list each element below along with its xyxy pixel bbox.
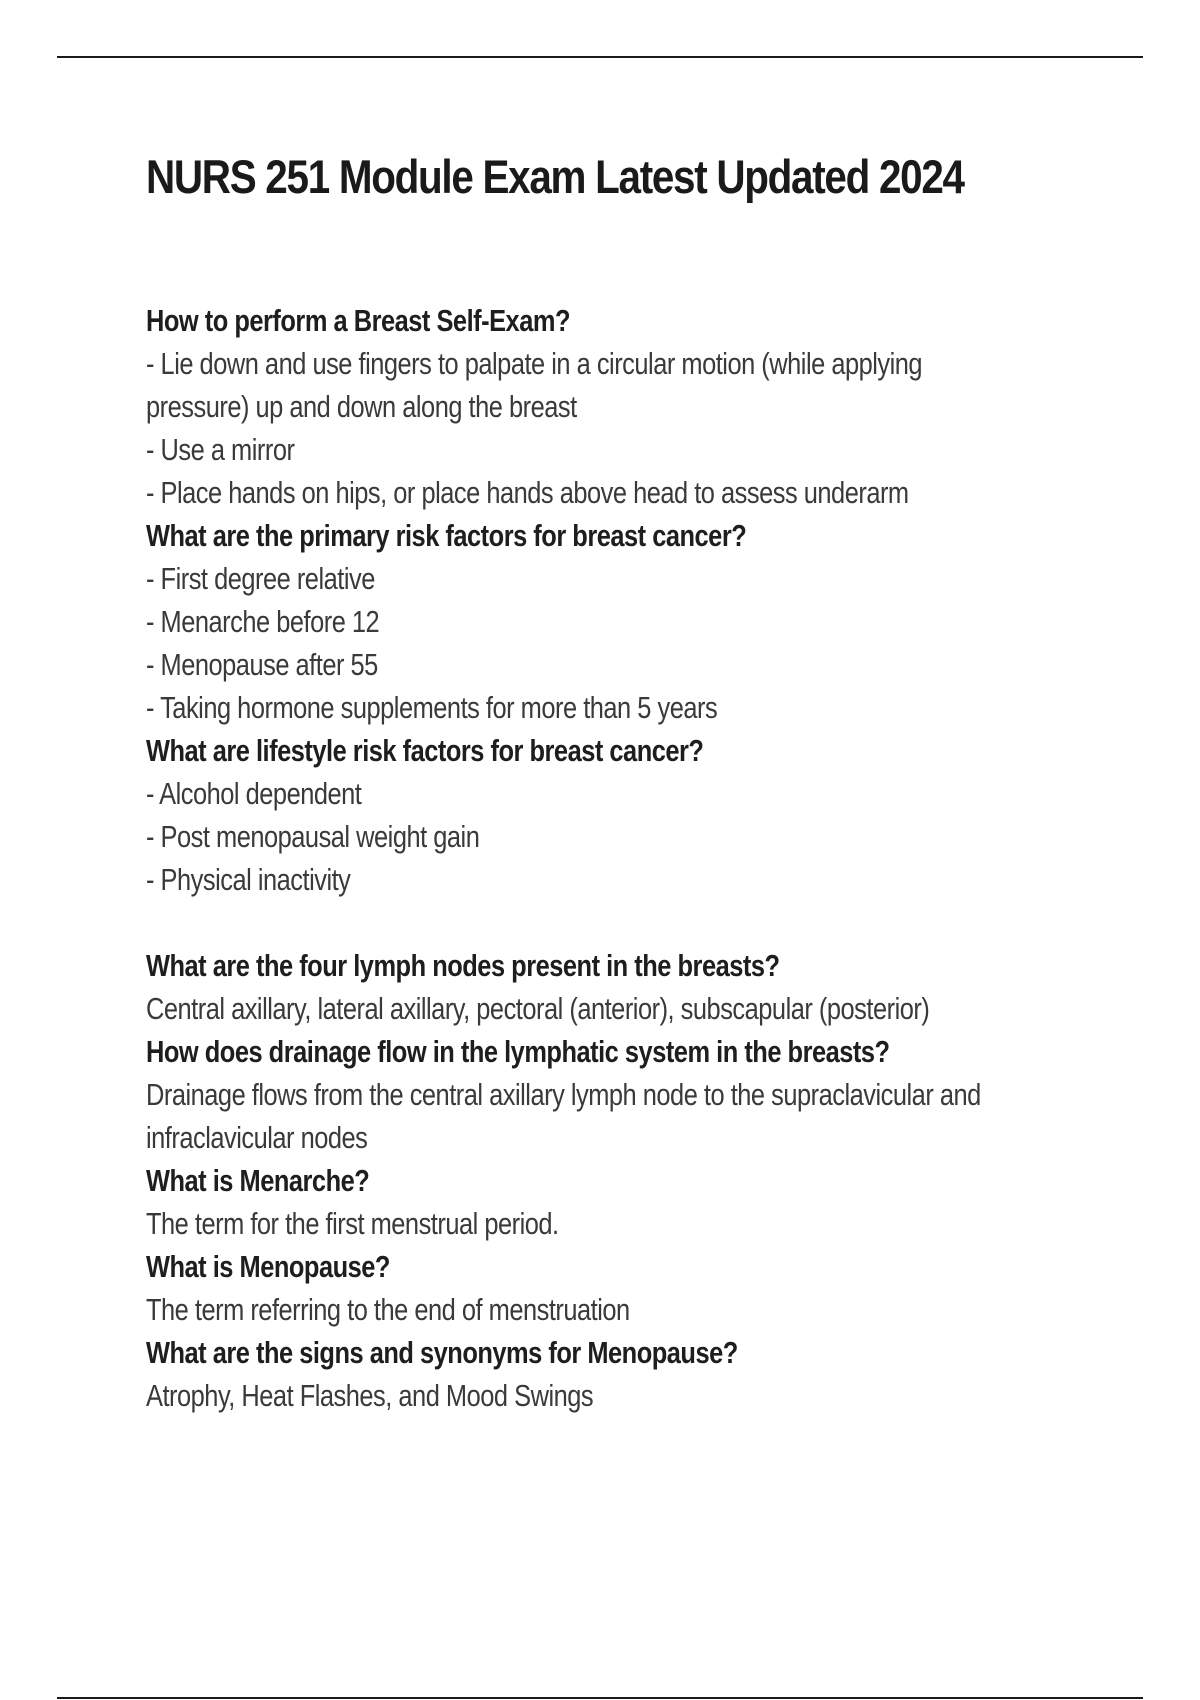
answer-line: Central axillary, lateral axillary, pectoral (anterior), subscapular (posterior) [146, 991, 930, 1026]
answer-line: - Taking hormone supplements for more than 5 years [146, 690, 718, 725]
question-heading: What are lifestyle risk factors for breast cancer? [146, 733, 704, 768]
page-title: NURS 251 Module Exam Latest Updated 2024 [146, 150, 964, 203]
question-heading: What are the primary risk factors for breast cancer? [146, 518, 747, 553]
answer-line: - Post menopausal weight gain [146, 819, 480, 854]
question-heading: What are the four lymph nodes present in the breasts? [146, 948, 780, 983]
document-body [146, 299, 991, 1417]
answer-line: Atrophy, Heat Flashes, and Mood Swings [146, 1378, 594, 1413]
question-heading: What is Menopause? [146, 1249, 390, 1284]
question-heading: How to perform a Breast Self-Exam? [146, 303, 570, 338]
question-heading: What is Menarche? [146, 1163, 370, 1198]
answer-line: - Menopause after 55 [146, 647, 378, 682]
answer-line: Drainage flows from the central axillary lymph node to the supraclavicular and [146, 1077, 981, 1112]
answer-line: - Lie down and use fingers to palpate in a circular motion (while applying [146, 346, 923, 381]
answer-line: The term for the first menstrual period. [146, 1206, 559, 1241]
answer-line: - Place hands on hips, or place hands above head to assess underarm [146, 475, 909, 510]
answer-line: - Menarche before 12 [146, 604, 380, 639]
question-heading: What are the signs and synonyms for Menopause? [146, 1335, 738, 1370]
answer-line: - Use a mirror [146, 432, 295, 467]
answer-line: pressure) up and down along the breast [146, 389, 577, 424]
top-divider [57, 56, 1143, 58]
question-heading: How does drainage flow in the lymphatic system in the breasts? [146, 1034, 890, 1069]
answer-line: - Alcohol dependent [146, 776, 362, 811]
answer-line: - Physical inactivity [146, 862, 351, 897]
section-spacer [146, 901, 991, 944]
bottom-divider [57, 1697, 1143, 1699]
answer-line: - First degree relative [146, 561, 375, 596]
answer-line: The term referring to the end of menstruation [146, 1292, 630, 1327]
answer-line: infraclavicular nodes [146, 1120, 368, 1155]
